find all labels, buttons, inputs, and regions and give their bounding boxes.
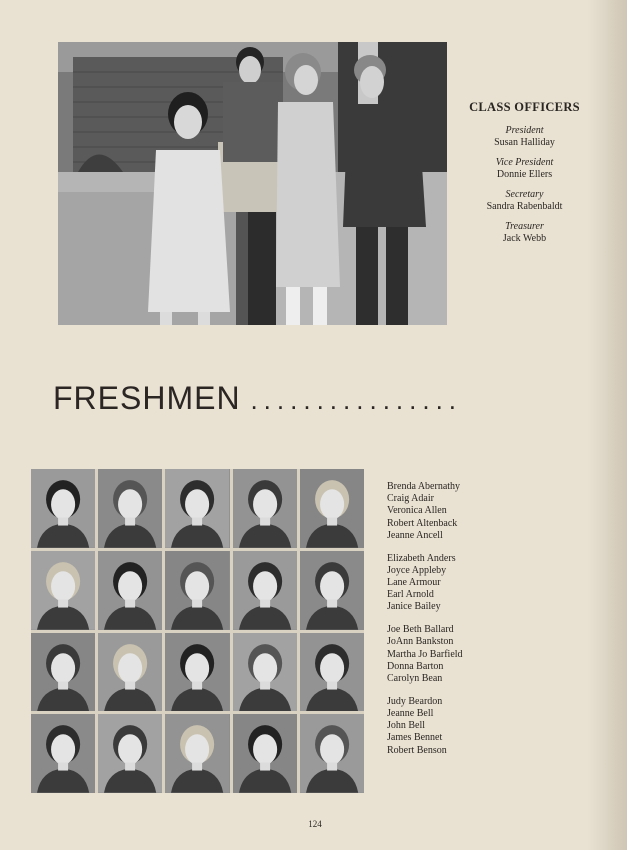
office-president — [462, 125, 587, 149]
student-portrait — [165, 714, 229, 793]
portrait-image — [165, 551, 229, 630]
student-name: Robert Altenback — [387, 517, 458, 529]
portrait-image — [98, 714, 162, 793]
officer-name: Sandra Rabenbaldt — [486, 201, 563, 212]
office-secretary — [462, 189, 587, 213]
portrait-image — [98, 469, 162, 548]
student-name: Robert Benson — [387, 744, 447, 756]
student-portrait — [31, 633, 95, 712]
portrait-image — [31, 469, 95, 548]
student-portrait — [233, 469, 297, 548]
name-group-row-2 — [387, 553, 537, 614]
portrait-image — [300, 714, 364, 793]
class-officers-heading: CLASS OFFICERS — [469, 100, 580, 114]
portrait-image — [31, 551, 95, 630]
portrait-image — [98, 633, 162, 712]
section-heading — [53, 380, 573, 417]
student-portrait — [233, 633, 297, 712]
student-names — [387, 481, 537, 767]
student-name: James Bennet — [387, 732, 443, 744]
student-portrait — [300, 633, 364, 712]
name-group-row-4 — [387, 696, 537, 757]
office-title: President — [505, 125, 544, 136]
student-name: Jeanne Ancell — [387, 529, 443, 541]
student-name: Craig Adair — [387, 493, 434, 505]
portrait-image — [233, 714, 297, 793]
student-portrait — [98, 551, 162, 630]
student-portrait — [98, 633, 162, 712]
student-name: Brenda Abernathy — [387, 481, 461, 492]
portrait-image — [31, 633, 95, 712]
student-portrait — [300, 714, 364, 793]
student-portrait — [233, 714, 297, 793]
portrait-image — [300, 469, 364, 548]
office-vice-president — [462, 157, 587, 181]
student-portrait — [233, 551, 297, 630]
student-portrait — [165, 633, 229, 712]
student-portrait — [300, 469, 364, 548]
portrait-image — [165, 714, 229, 793]
office-title: Secretary — [505, 189, 544, 200]
name-group-row-3 — [387, 624, 537, 685]
student-name: Earl Arnold — [387, 589, 434, 601]
portrait-image — [300, 633, 364, 712]
class-officers-photo-image — [58, 42, 447, 325]
student-name: Veronica Allen — [387, 505, 447, 517]
student-name: Carolyn Bean — [387, 673, 443, 685]
portrait-image — [233, 469, 297, 548]
student-name: Jeanne Bell — [387, 708, 434, 720]
student-portrait — [165, 551, 229, 630]
student-portrait — [98, 714, 162, 793]
student-name: Martha Jo Barfield — [387, 648, 463, 660]
portrait-image — [165, 469, 229, 548]
officer-name: Susan Halliday — [494, 137, 555, 148]
office-title: Vice President — [495, 157, 554, 168]
class-officers-panel — [462, 100, 587, 253]
portrait-grid — [31, 469, 364, 793]
student-portrait — [165, 469, 229, 548]
student-name: Elizabeth Anders — [387, 552, 456, 564]
portrait-image — [31, 714, 95, 793]
student-name: Lane Armour — [387, 577, 441, 589]
student-name: Judy Beardon — [387, 695, 443, 707]
portrait-image — [300, 551, 364, 630]
student-name: Joe Beth Ballard — [387, 624, 454, 636]
portrait-image — [165, 633, 229, 712]
student-portrait — [98, 469, 162, 548]
page-edge-shadow — [587, 0, 627, 850]
portrait-image — [233, 551, 297, 630]
officer-name: Jack Webb — [502, 233, 547, 244]
student-name: John Bell — [387, 720, 426, 732]
section-title: FRESHMEN — [53, 380, 241, 416]
student-name: Janice Bailey — [387, 601, 441, 613]
office-treasurer — [462, 221, 587, 245]
name-group-row-1 — [387, 481, 537, 542]
student-name: JoAnn Bankston — [387, 636, 454, 648]
student-portrait — [31, 551, 95, 630]
officer-name: Donnie Ellers — [496, 169, 553, 180]
student-portrait — [300, 551, 364, 630]
portrait-image — [233, 633, 297, 712]
student-name: Joyce Appleby — [387, 564, 447, 576]
page-number: 124 — [308, 819, 322, 829]
class-officers-photo — [58, 42, 447, 325]
dot-leader: ................ — [250, 385, 463, 415]
office-title: Treasurer — [505, 221, 544, 232]
student-portrait — [31, 714, 95, 793]
student-name: Donna Barton — [387, 660, 444, 672]
student-portrait — [31, 469, 95, 548]
portrait-image — [98, 551, 162, 630]
